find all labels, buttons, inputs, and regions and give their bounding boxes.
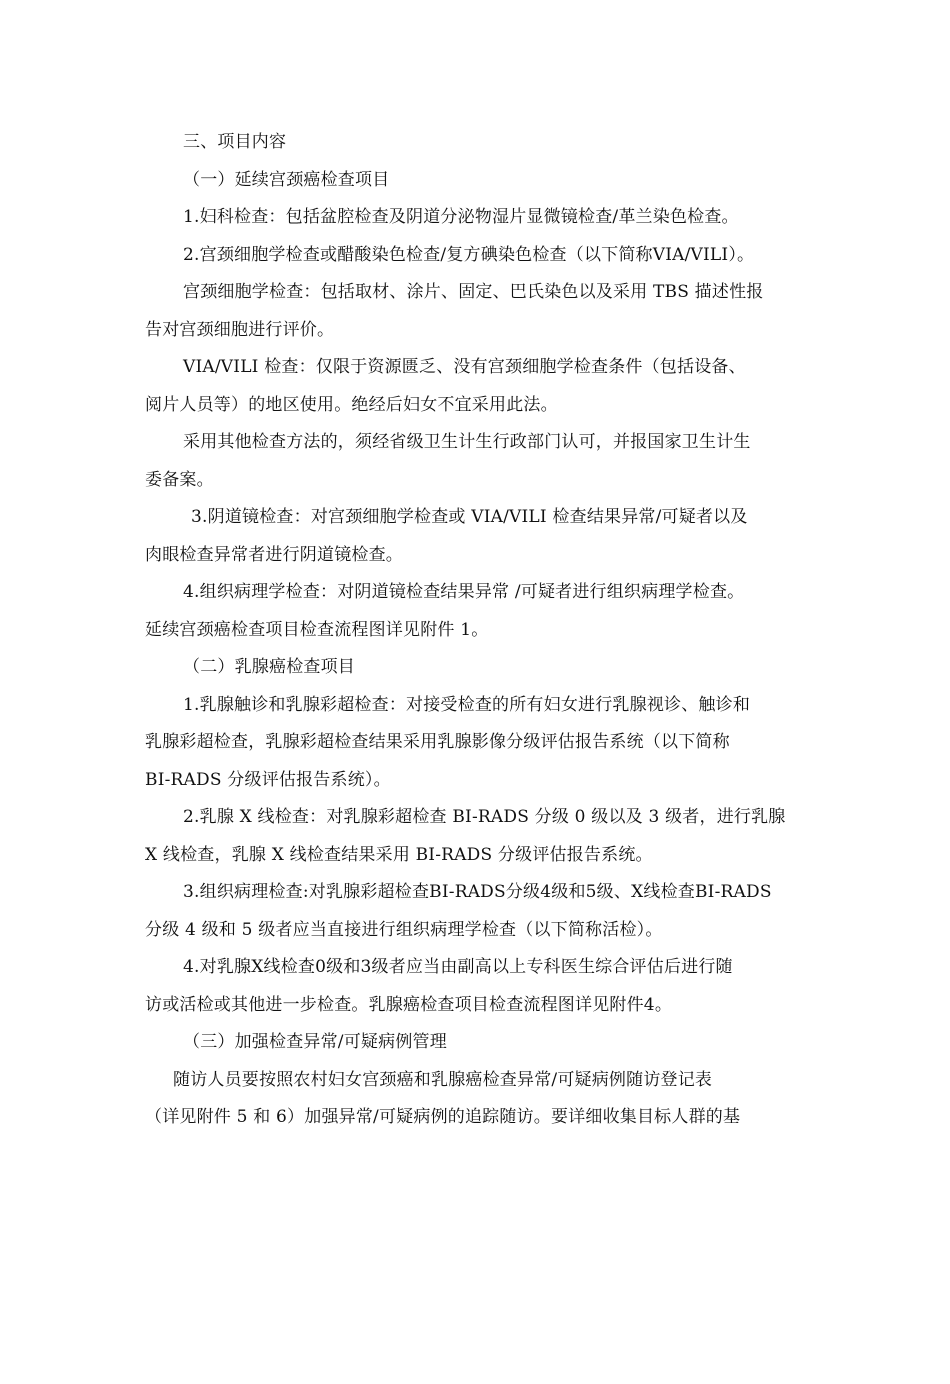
paragraph-line: 宫颈细胞学检查：包括取材、涂片、固定、巴氏染色以及采用 TBS 描述性报 xyxy=(183,282,764,302)
paragraph-line: 2.乳腺 X 线检查：对乳腺彩超检查 BI-RADS 分级 0 级以及 3 级者，进行乳腺 xyxy=(183,807,786,827)
paragraph-line: 告对宫颈细胞进行评价。 xyxy=(145,319,335,340)
paragraph-line: 乳腺彩超检查，乳腺彩超检查结果采用乳腺影像分级评估报告系统（以下简称 xyxy=(145,732,730,752)
paragraph-line: 延续宫颈癌检查项目检查流程图详见附件 1。 xyxy=(145,619,489,640)
subsection-heading: （一）延续宫颈癌检查项目 xyxy=(183,169,390,190)
section-heading: 三、项目内容 xyxy=(183,132,287,152)
paragraph-line: （详见附件 5 和 6）加强异常/可疑病例的追踪随访。要详细收集目标人群的基 xyxy=(145,1107,741,1127)
subsection-heading: （二）乳腺癌检查项目 xyxy=(183,657,355,677)
paragraph-line: 委备案。 xyxy=(145,469,214,490)
paragraph-line: 1.妇科检查：包括盆腔检查及阴道分泌物湿片显微镜检查/革兰染色检查。 xyxy=(183,207,739,227)
paragraph-line: 4.组织病理学检查：对阴道镜检查结果异常 /可疑者进行组织病理学检查。 xyxy=(183,582,745,602)
paragraph-line: 4.对乳腺X线检查0级和3级者应当由副高以上专科医生综合评估后进行随 xyxy=(183,957,733,977)
paragraph-line: 采用其他检查方法的，须经省级卫生计生行政部门认可，并报国家卫生计生 xyxy=(183,432,751,452)
paragraph-line: 3.组织病理检查:对乳腺彩超检查BI-RADS分级4级和5级、X线检查BI-RADS xyxy=(183,882,772,902)
paragraph-line: 2.宫颈细胞学检查或醋酸染色检查/复方碘染色检查（以下简称VIA/VILI）。 xyxy=(183,244,755,265)
paragraph-line: 3.阴道镜检查：对宫颈细胞学检查或 VIA/VILI 检查结果异常/可疑者以及 xyxy=(191,507,748,527)
paragraph-line: 1.乳腺触诊和乳腺彩超检查：对接受检查的所有妇女进行乳腺视诊、触诊和 xyxy=(183,694,751,715)
paragraph-line: BI-RADS 分级评估报告系统）。 xyxy=(145,769,391,790)
paragraph-line: 分级 4 级和 5 级者应当直接进行组织病理学检查（以下简称活检）。 xyxy=(145,919,663,940)
subsection-heading: （三）加强检查异常/可疑病例管理 xyxy=(183,1032,447,1052)
paragraph-line: VIA/VILI 检查：仅限于资源匮乏、没有宫颈细胞学检查条件（包括设备、 xyxy=(183,357,746,377)
paragraph-line: 阅片人员等）的地区使用。绝经后妇女不宜采用此法。 xyxy=(145,394,558,415)
paragraph-line: X 线检查，乳腺 X 线检查结果采用 BI-RADS 分级评估报告系统。 xyxy=(145,844,653,865)
document-body xyxy=(145,124,810,1137)
paragraph-line: 随访人员要按照农村妇女宫颈癌和乳腺癌检查异常/可疑病例随访登记表 xyxy=(173,1069,713,1090)
paragraph-line: 访或活检或其他进一步检查。乳腺癌检查项目检查流程图详见附件4。 xyxy=(145,994,673,1015)
paragraph-line: 肉眼检查异常者进行阴道镜检查。 xyxy=(145,544,403,565)
